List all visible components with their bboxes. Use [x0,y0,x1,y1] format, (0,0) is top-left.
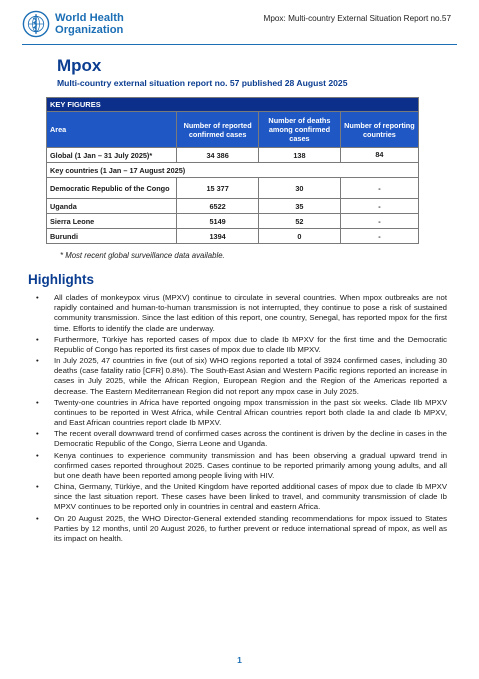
cell-deaths: 30 [259,178,341,199]
table-row-key-countries-label [47,163,419,178]
list-item [36,429,447,449]
cell-deaths: 0 [259,229,341,244]
bullet-icon: • [36,397,39,407]
cell-cases: 34 386 [177,148,259,163]
list-item [36,451,447,482]
cell-deaths: 52 [259,214,341,229]
list-item [36,482,447,513]
highlight-text: All clades of monkeypox virus (MPXV) continue to circulate in several countries. When mpox outbreaks are not rapidly contained and human-to-human transmission is not interrupted, they continue to pose a risk of sustained community transmission. Since the last edition of this report, one country, Senegal, has reported mpox for the first time. Efforts to identify the clade are underway. [54,293,447,333]
bullet-icon: • [36,482,39,491]
page-number: 1 [237,655,242,665]
highlight-text: China, Germany, Türkiye, and the United Kingdom have reported additional cases of mpox due to clade Ib MPXV since the last situation report. These cases have been linked to travel, and community transmission of clade Ib MPXV continues to be reported only in countries in central and eastern Africa. [54,482,447,512]
column-header-cases: Number of reported confirmed cases [177,112,259,148]
key-countries-label: Key countries (1 Jan – 17 August 2025) [47,163,419,178]
column-header-countries: Number of reporting countries [340,112,418,148]
highlight-text: Furthermore, Türkiye has reported cases of mpox due to clade Ib MPXV for the first time and the Democratic Republic of Congo has reported its first cases of mpox due to clade IIb MPXV. [54,334,447,354]
cell-deaths: 35 [259,199,341,214]
cell-cases: 5149 [177,214,259,229]
cell-countries: 84 [340,148,418,163]
highlights-list [36,293,447,545]
header-divider [22,44,457,45]
page-subtitle: Multi-country external situation report no. 57 published 28 August 2025 [57,78,348,88]
cell-cases: 15 377 [177,178,259,199]
highlights-heading: Highlights [28,272,94,287]
list-item [36,335,447,355]
key-figures-table [46,97,419,244]
highlight-text: Kenya continues to experience community transmission and has been observing a gradual upward trend in confirmed cases reported throughout 2025. Cases continue to be reported primarily among young adults, and all but one death have been reported among people living with HIV. [54,450,447,480]
table-footnote: * Most recent global surveillance data available. [60,251,225,260]
highlight-text: Twenty-one countries in Africa have reported ongoing mpox transmission in the past six weeks. Clade IIb MPXV continues to be reported in West Africa, while Central African countries report both clade Ia and clade Ib MPXV, and East African countries report clade Ib MPXV. [54,397,447,428]
running-title: Mpox: Multi-country External Situation Report no.57 [263,14,451,23]
cell-cases: 1394 [177,229,259,244]
cell-area: Uganda [47,199,177,214]
cell-area: Sierra Leone [47,214,177,229]
table-row [47,229,419,244]
list-item [36,514,447,545]
bullet-icon: • [36,356,39,365]
list-item [36,293,447,334]
table-header-row [47,112,419,148]
key-figures-title: KEY FIGURES [47,98,419,112]
highlight-text: On 20 August 2025, the WHO Director-General extended standing recommendations for mpox issued to States Parties by 12 months, until 20 August 2026, to further prevent or reduce international spread of mpox, as well as its impact on health. [54,513,447,543]
cell-countries: - [340,199,418,214]
cell-area: Democratic Republic of the Congo [47,178,177,199]
cell-area: Burundi [47,229,177,244]
cell-countries: - [340,178,418,199]
highlight-text: The recent overall downward trend of confirmed cases across the continent is driven by the decline in cases in the Democratic Republic of the Congo, Sierra Leone and Uganda. [54,429,447,449]
key-figures-title-row [47,98,419,112]
page-header [0,0,479,46]
cell-countries: - [340,229,418,244]
who-emblem-icon [22,10,50,38]
highlight-text: In July 2025, 47 countries in five (out of six) WHO regions reported a total of 3924 confirmed cases, including 30 deaths (case fatality ratio [CFR] 0.8%). The South-East Asian and Western Pacific regions reported an increase in cases in July 2025, while the African Region, European Region and the Region of the Americas reported a decrease. The Eastern Mediterranean Region did not report any mpox case in July 2025. [54,356,447,396]
bullet-icon: • [36,450,39,460]
list-item [36,356,447,397]
table-row [47,178,419,199]
column-header-deaths: Number of deaths among confirmed cases [259,112,341,148]
table-row [47,199,419,214]
bullet-icon: • [36,334,39,344]
bullet-icon: • [36,293,39,302]
cell-deaths: 138 [259,148,341,163]
list-item [36,398,447,429]
organization-name: World Health Organization [55,12,124,36]
column-header-area: Area [47,112,177,148]
cell-cases: 6522 [177,199,259,214]
bullet-icon: • [36,513,39,523]
bullet-icon: • [36,429,39,439]
table-row [47,214,419,229]
cell-area: Global (1 Jan – 31 July 2025)* [47,148,177,163]
page-title: Mpox [57,56,102,75]
cell-countries: - [340,214,418,229]
table-row-global [47,148,419,163]
